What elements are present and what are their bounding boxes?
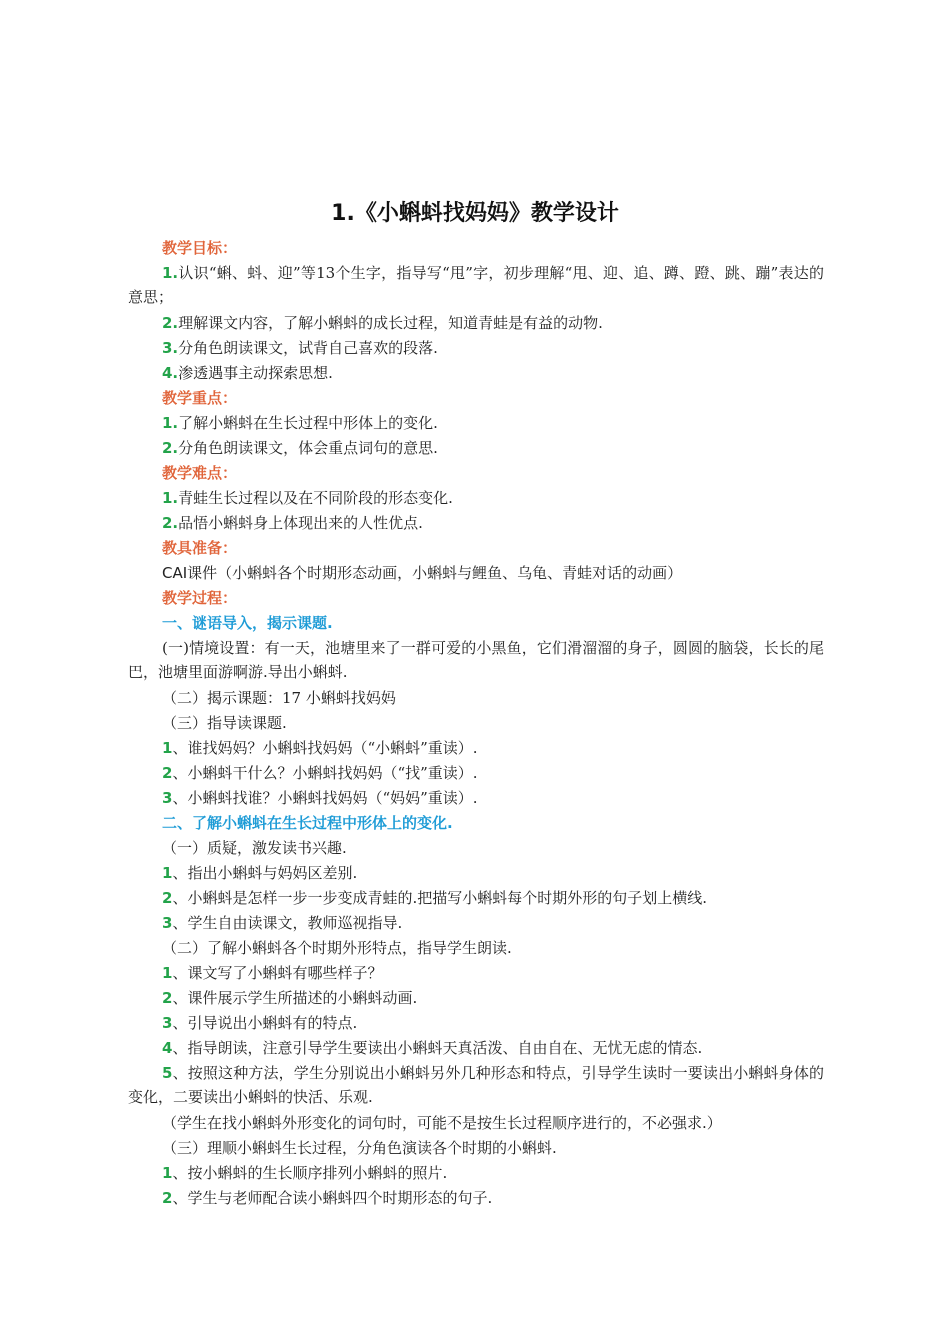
- goal-number: 3.: [162, 339, 179, 357]
- goal-item-3: [128, 336, 824, 361]
- section-1-item-1: [128, 736, 824, 761]
- item-text: 、小蝌蚪干什么？小蝌蚪找妈妈（“找”重读）.: [172, 764, 478, 782]
- section-2-part-2-note: （学生在找小蝌蚪外形变化的词句时，可能不是按生长过程顺序进行的，不必强求.）: [162, 1114, 722, 1132]
- item-text: 、课件展示学生所描述的小蝌蚪动画.: [172, 989, 418, 1007]
- section-2-part-2-item-4: [128, 1036, 824, 1061]
- item-number: 2: [162, 989, 173, 1007]
- section-2-part-2-item-2: [128, 986, 824, 1011]
- difficulties-heading: 教学难点：: [162, 464, 238, 482]
- goal-text: 渗透遇事主动探索思想.: [178, 364, 333, 382]
- item-text: 、按照这种方法，学生分别说出小蝌蚪另外几种形态和特点，引导学生读时一要读出小蝌蚪身体的变化，二要读出小蝌蚪的快活、乐观.: [128, 1064, 824, 1106]
- item-text: 、学生自由读课文，教师巡视指导.: [172, 914, 403, 932]
- goal-text: 理解课文内容，了解小蝌蚪的成长过程，知道青蛙是有益的动物.: [178, 314, 603, 332]
- difficulty-item-1: [128, 486, 824, 511]
- section-1-intro: (一)情境设置：有一天，池塘里来了一群可爱的小黑鱼，它们滑溜溜的身子，圆圆的脑袋，长长的尾巴，池塘里面游啊游.导出小蝌蚪.: [128, 639, 824, 681]
- section-2-part-3-item-1: [128, 1161, 824, 1186]
- goal-item-4: [128, 361, 824, 386]
- item-number: 1: [162, 964, 173, 982]
- difficulty-text: 青蛙生长过程以及在不同阶段的形态变化.: [178, 489, 453, 507]
- section-1-item-2: [128, 761, 824, 786]
- difficulty-item-2: [128, 511, 824, 536]
- section-1-reveal: （二）揭示课题：17 小蝌蚪找妈妈: [162, 689, 396, 707]
- tools-text: CAI课件（小蝌蚪各个时期形态动画，小蝌蚪与鲤鱼、乌龟、青蛙对话的动画）: [162, 564, 683, 582]
- key-point-text: 分角色朗读课文，体会重点词句的意思.: [178, 439, 438, 457]
- item-number: 1: [162, 864, 173, 882]
- key-points-heading: 教学重点：: [162, 389, 238, 407]
- goal-item-1: [128, 261, 824, 310]
- section-2-part-1-item-1: [128, 861, 824, 886]
- item-text: 、小蝌蚪找谁？小蝌蚪找妈妈（“妈妈”重读）.: [172, 789, 478, 807]
- section-2-part-1-title: （一）质疑，激发读书兴趣.: [162, 839, 347, 857]
- section-1-guide: （三）指导读课题.: [162, 714, 287, 732]
- item-text: 、指出小蝌蚪与妈妈区差别.: [172, 864, 358, 882]
- section-1-heading: 一、谜语导入，揭示课题.: [162, 614, 333, 632]
- tools-heading: 教具准备：: [162, 539, 238, 557]
- section-2-part-2-item-1: [128, 961, 824, 986]
- item-text: 、小蝌蚪是怎样一步一步变成青蛙的.把描写小蝌蚪每个时期外形的句子划上横线.: [172, 889, 707, 907]
- difficulty-number: 2.: [162, 514, 179, 532]
- item-number: 3: [162, 789, 173, 807]
- item-text: 、引导说出小蝌蚪有的特点.: [172, 1014, 358, 1032]
- item-text: 、学生与老师配合读小蝌蚪四个时期形态的句子.: [172, 1189, 493, 1207]
- section-2-part-2-item-5: [128, 1061, 824, 1110]
- section-2-part-1-item-3: [128, 911, 824, 936]
- section-2-heading: 二、了解小蝌蚪在生长过程中形体上的变化.: [162, 814, 453, 832]
- key-point-number: 2.: [162, 439, 179, 457]
- item-text: 、谁找妈妈？小蝌蚪找妈妈（“小蝌蚪”重读）.: [172, 739, 478, 757]
- item-number: 4: [162, 1039, 173, 1057]
- item-number: 3: [162, 1014, 173, 1032]
- document-title: 1.《小蝌蚪找妈妈》教学设计: [331, 201, 619, 226]
- item-number: 2: [162, 764, 173, 782]
- item-number: 1: [162, 739, 173, 757]
- process-heading: 教学过程：: [162, 589, 238, 607]
- goal-number: 2.: [162, 314, 179, 332]
- section-2-part-3-item-2: [128, 1186, 824, 1211]
- section-1-item-3: [128, 786, 824, 811]
- item-number: 2: [162, 1189, 173, 1207]
- goals-heading: 教学目标：: [162, 239, 238, 257]
- goal-text: 分角色朗读课文，试背自己喜欢的段落.: [178, 339, 438, 357]
- key-point-item-2: [128, 436, 824, 461]
- difficulty-text: 品悟小蝌蚪身上体现出来的人性优点.: [178, 514, 423, 532]
- goal-item-2: [128, 311, 824, 336]
- goal-text: 认识“蝌、蚪、迎”等13个生字，指导写“甩”字，初步理解“甩、迎、追、蹲、蹬、跳、蹦”表达的意思；: [128, 264, 824, 306]
- goal-number: 1.: [162, 264, 179, 282]
- item-number: 1: [162, 1164, 173, 1182]
- document-body: [128, 236, 824, 1211]
- key-point-item-1: [128, 411, 824, 436]
- item-number: 2: [162, 889, 173, 907]
- item-text: 、课文写了小蝌蚪有哪些样子？: [172, 964, 383, 982]
- section-2-part-2-title: （二）了解小蝌蚪各个时期外形特点，指导学生朗读.: [162, 939, 512, 957]
- item-text: 、按小蝌蚪的生长顺序排列小蝌蚪的照片.: [172, 1164, 448, 1182]
- item-number: 5: [162, 1064, 173, 1082]
- section-2-part-3-title: （三）理顺小蝌蚪生长过程，分角色演读各个时期的小蝌蚪.: [162, 1139, 557, 1157]
- difficulty-number: 1.: [162, 489, 179, 507]
- item-number: 3: [162, 914, 173, 932]
- item-text: 、指导朗读，注意引导学生要读出小蝌蚪天真活泼、自由自在、无忧无虑的情态.: [172, 1039, 703, 1057]
- key-point-number: 1.: [162, 414, 179, 432]
- section-2-part-2-item-3: [128, 1011, 824, 1036]
- key-point-text: 了解小蝌蚪在生长过程中形体上的变化.: [178, 414, 438, 432]
- goal-number: 4.: [162, 364, 179, 382]
- section-2-part-1-item-2: [128, 886, 824, 911]
